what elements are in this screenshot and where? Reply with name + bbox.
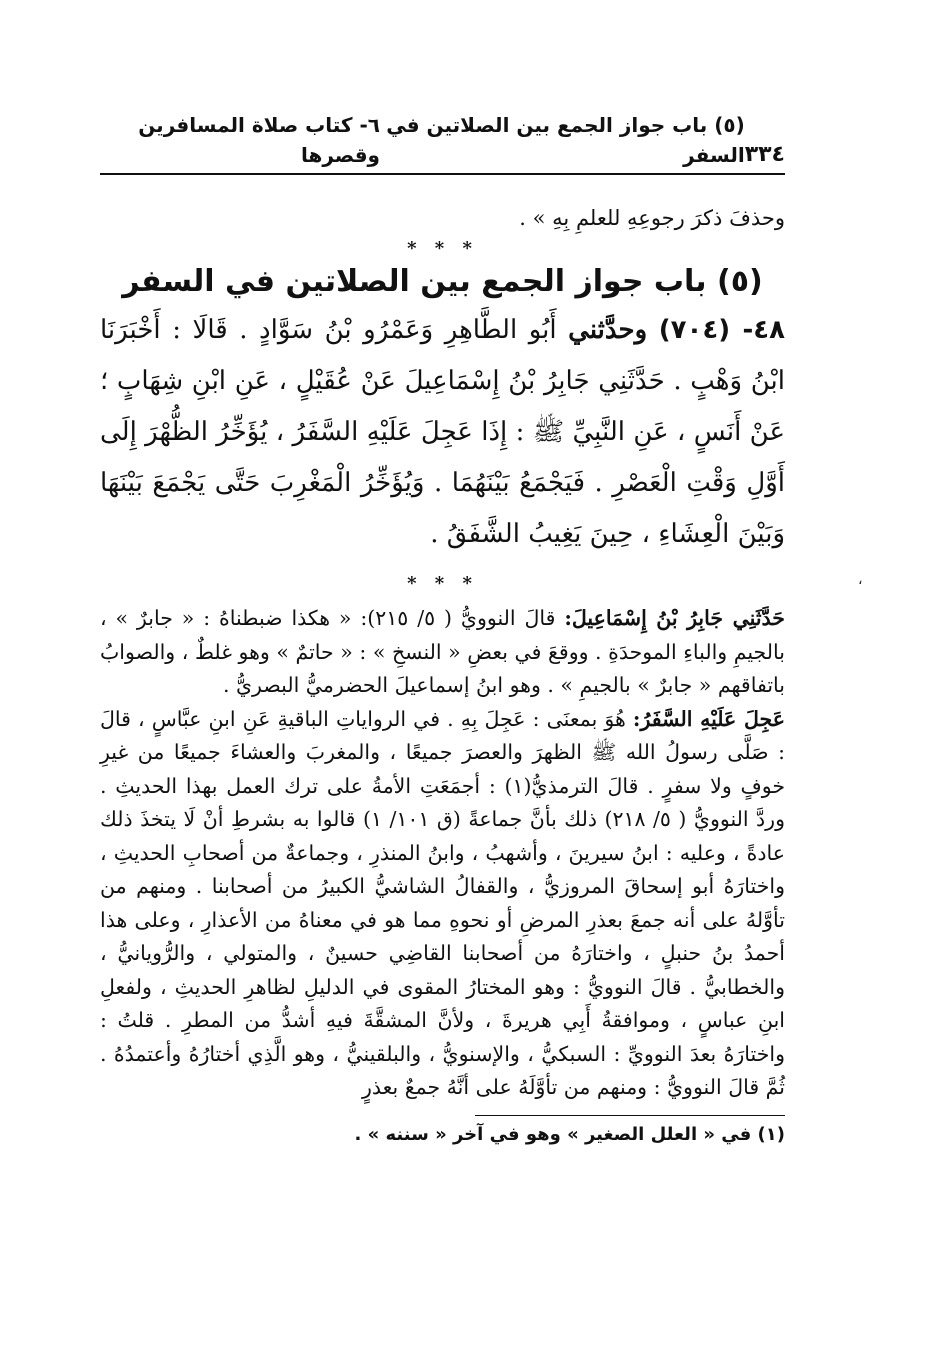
footnote-separator <box>475 1115 785 1116</box>
margin-mark: ، <box>858 572 863 588</box>
intro-line: وحذفَ ذكرَ رجوعِهِ للعلمِ بِهِ » . <box>519 206 785 230</box>
hadith-isnad-opening: وحدَّثني <box>568 315 648 345</box>
commentary-block <box>100 602 785 1105</box>
section-divider-stars: * * * <box>407 573 478 594</box>
book-page <box>100 110 785 1148</box>
commentary-text: قالَ النوويُّ ( ٥/ ٢١٥): « هكذا ضبطناهُ : « جابرٌ » ، بالجيمِ والباءِ الموحدَةِ . ووقعَ في بعضِ « النسخِ » : « حاتمٌ » وهو غلطٌ ، والصوابُ باتفاقهم « جابرٌ » بالجيمِ » . وهو ابنُ إسماعيلَ الحضرميُّ البصريُّ . <box>100 606 785 697</box>
commentary-lemma: عَجِلَ عَلَيْهِ السَّفَرُ: <box>632 706 785 731</box>
footnote: (١) في « العلل الصغير » وهو في آخر « سننه » . <box>354 1123 785 1145</box>
hadith-paragraph <box>100 305 785 560</box>
chapter-title: (٥) باب جواز الجمع بين الصلاتين في السفر <box>122 264 763 299</box>
chapter-heading: (٥) باب جواز الجمع بين الصلاتين في السفر <box>386 113 745 167</box>
running-header <box>100 110 785 175</box>
commentary-text: هُوَ بمعنَى : عَجِلَ بِهِ . في الرواياتِ الباقيةِ عَنِ ابنِ عبَّاسٍ ، قالَ : صَلَّى رسولُ الله ﷺ الظهرَ والعصرَ جميعًا ، والمغربَ والعشاءَ جميعًا من غيرِ خوفٍ ولا سفرٍ . قالَ الترمذيُّ(١) : أجمَعَتِ الأمةُ على ترك العمل بهذا الحديثِ . وردَّ النوويُّ ( ٥/ ٢١٨) ذلك بأنَّ جماعةً (ق ١٠١/ ١) قالوا به بشرطِ أنْ لَا يتخذَ ذلك عادةً ، وعليه : ابنُ سيرينَ ، وأشهبُ ، وابنُ المنذرِ ، وجماعةٌ من أصحابِ الحديثِ ، واختارَهُ أبو إسحاقَ المروزيُّ ، والقفالُ الشاشيُّ الكبيرُ من أصحابنا . ومنهم من تأوَّلهُ على أنه جمعَ بعذرِ المرضِ أو نحوهِ مما هو في معناهُ من الأعذارِ ، وعلى هذا أحمدُ بنُ حنبلٍ ، واختارَهُ من أصحابنا القاضِي حسينٌ ، والمتولي ، والرُّويانيُّ ، والخطابيُّ . قالَ النوويُّ : وهو المختارُ المقوى في الدليلِ لظاهرِ الحديثِ ، ولفعلِ ابنِ عباسٍ ، وموافقةُ أَبِي هريرةَ ، ولأنَّ المشقَّةَ فيهِ أشدُّ من المطرِ . قلتُ : واختارَهُ بعدَ النوويِّ : السبكيُّ ، والإسنويُّ ، والبلقينيُّ ، وهو الَّذِي أختارُهُ وأعتمدُهُ . ثُمَّ قالَ النوويُّ : ومنهم من تأوَّلَهُ على أنَّهُ جمعٌ بعذرٍ <box>100 706 785 1099</box>
hadith-text: أَبُو الطَّاهِرِ وَعَمْرُو بْنُ سَوَّادٍ . قَالَا : أَخْبَرَنَا ابْنُ وَهْبٍ . حَدَّثَنِي جَابِرُ بْنُ إِسْمَاعِيلَ عَنْ عُقَيْلٍ ، عَنِ ابْنِ شِهَابٍ ؛ عَنْ أَنَسٍ ، عَنِ النَّبِيِّ ﷺ : إِذَا عَجِلَ عَلَيْهِ السَّفَرُ ، يُؤَخِّرُ الظُّهْرَ إِلَى أَوَّلِ وَقْتِ الْعَصْرِ . فَيَجْمَعُ بَيْنَهُمَا . وَيُؤَخِّرُ الْمَغْرِبَ حَتَّى يَجْمَعَ بَيْنَهَا وَبَيْنَ الْعِشَاءِ ، حِينَ يَغِيبُ الشَّفَقُ . <box>100 315 785 549</box>
commentary-lemma: حَدَّثَنِي جَابِرُ بْنُ إِسْمَاعِيلَ: <box>564 606 785 630</box>
hadith-block <box>100 305 785 560</box>
hadith-number: ٤٨- (٧٠٤) <box>658 315 785 345</box>
page-number: ٣٣٤ <box>744 142 785 167</box>
commentary-paragraph <box>100 703 785 1105</box>
commentary-paragraph <box>100 602 785 703</box>
section-divider-stars: * * * <box>407 238 478 259</box>
book-heading: ٦- كتاب صلاة المسافرين وقصرها <box>138 113 380 167</box>
